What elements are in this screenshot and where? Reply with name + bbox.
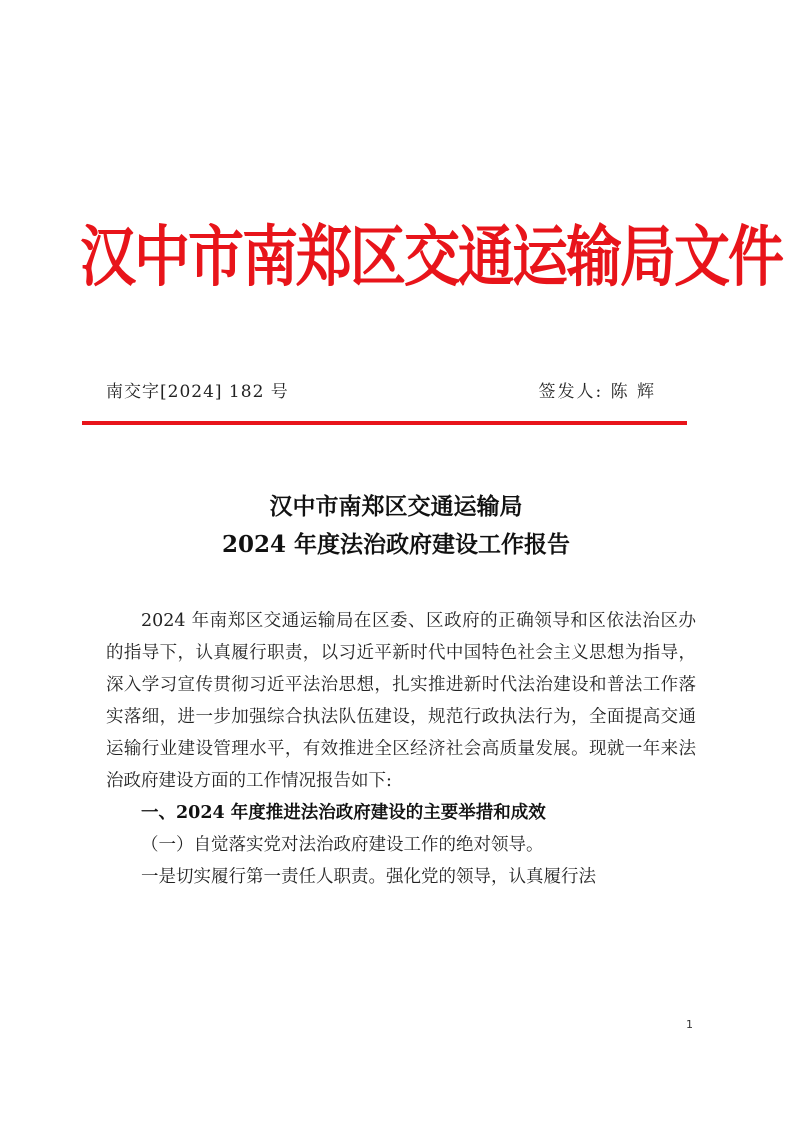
body-paragraph-2: 一是切实履行第一责任人职责。强化党的领导，认真履行法 — [141, 867, 596, 887]
red-separator-rule — [82, 421, 687, 425]
report-title-line-1: 汉中市南郑区交通运输局 — [269, 493, 523, 520]
subsection-heading-1: （一）自觉落实党对法治政府建设工作的绝对领导。 — [141, 835, 544, 855]
report-title-line-2: 2024 年度法治政府建设工作报告 — [221, 531, 571, 558]
document-number: 南交字[2024] 182 号 — [106, 382, 289, 402]
signer: 签发人: 陈 辉 — [538, 382, 656, 402]
report-body — [106, 605, 696, 893]
red-header-org-name: 汉中市南郑区交通运输局文件 — [80, 219, 782, 296]
report-title — [80, 488, 712, 564]
intro-paragraph: 2024 年南郑区交通运输局在区委、区政府的正确领导和区依法治区办的指导下，认真履行职责，以习近平新时代中国特色社会主义思想为指导，深入学习宣传贯彻习近平法治思想，扎实推进新时代法治建设和普法工作落实落细，进一步加强综合执法队伍建设，规范行政执法行为，全面提高交通运输行业建设管理水平，有效推进全区经济社会高质量发展。现就一年来法治政府建设方面的工作情况报告如下: — [106, 611, 696, 791]
section-heading-1: 一、2024 年度推进法治政府建设的主要举措和成效 — [141, 803, 546, 823]
page-number: 1 — [686, 1018, 693, 1031]
document-meta-line — [106, 378, 696, 406]
